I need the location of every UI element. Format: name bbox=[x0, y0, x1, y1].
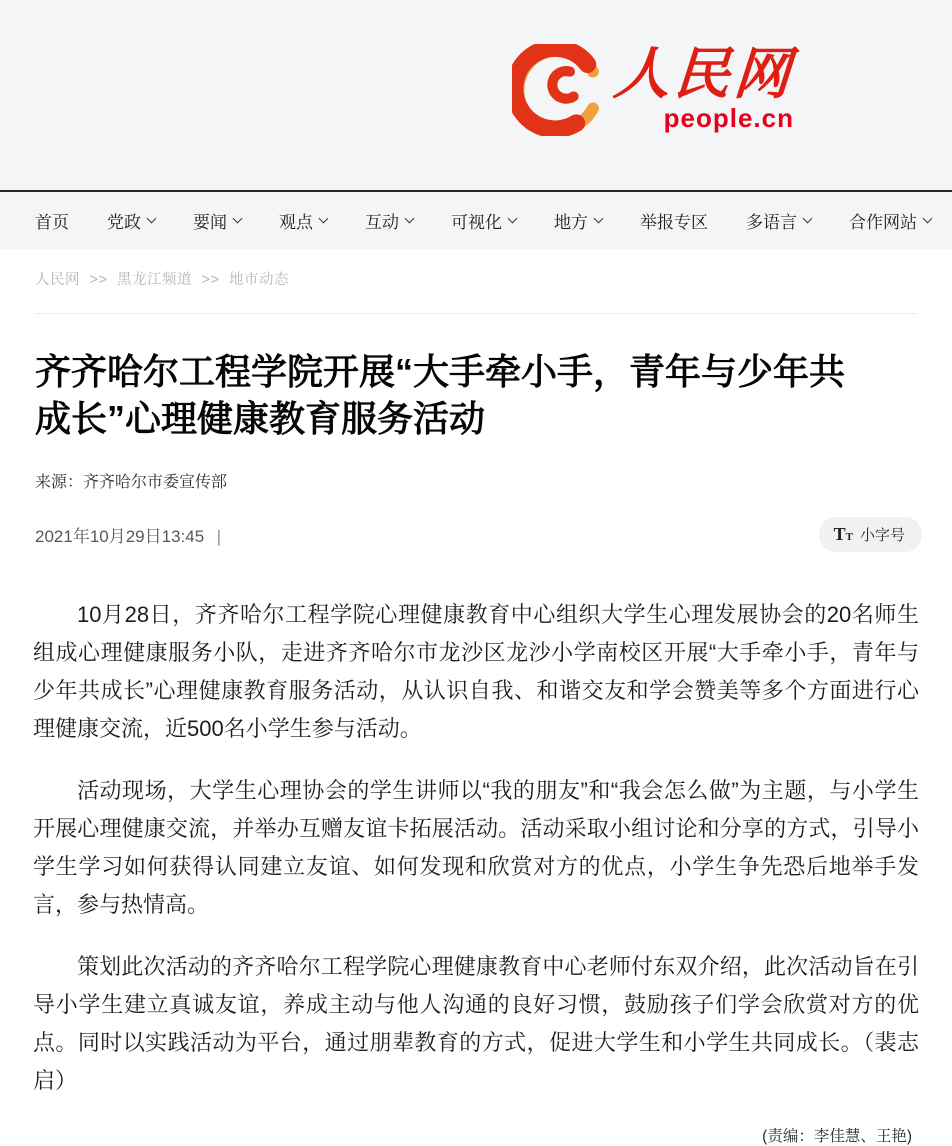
font-size-button-label: 小字号 bbox=[859, 527, 905, 544]
article-body bbox=[33, 596, 919, 1100]
breadcrumb-link-people[interactable]: 人民网 bbox=[35, 272, 80, 288]
article-paragraph: 策划此次活动的齐齐哈尔工程学院心理健康教育中心老师付东双介绍，此次活动旨在引导小学生建立真诚友谊，养成主动与他人沟通的良好习惯，鼓励孩子们学会欣赏对方的优点。同时以实践活动为平台，通过朋辈教育的方式，促进大学生和小学生共同成长。（裴志启） bbox=[33, 954, 919, 1093]
logo-english-text: people.cn bbox=[663, 103, 794, 133]
nav-item-top-news[interactable] bbox=[193, 208, 241, 233]
nav-item-label: 多语言 bbox=[746, 213, 797, 232]
nav-item-label: 要闻 bbox=[193, 213, 227, 232]
nav-item-local[interactable] bbox=[554, 208, 602, 233]
nav-item-label: 党政 bbox=[107, 213, 141, 232]
main-nav bbox=[0, 192, 952, 249]
chevron-down-icon bbox=[147, 214, 157, 224]
font-size-button[interactable] bbox=[819, 517, 922, 552]
article-paragraph: 10月28日，齐齐哈尔工程学院心理健康教育中心组织大学生心理发展协会的20名师生组成心理健康服务小队，走进齐齐哈尔市龙沙区龙沙小学南校区开展“大手牵小手，青年与少年共成长”心理健康教育服务活动，从认识自我、和谐交友和学会赞美等多个方面进行心理健康交流，近500名小学生参与活动。 bbox=[33, 602, 919, 741]
nav-item-label: 举报专区 bbox=[640, 213, 708, 232]
article-title: 齐齐哈尔工程学院开展“大手牵小手，青年与少年共成长”心理健康教育服务活动 bbox=[35, 351, 846, 439]
chevron-down-icon bbox=[594, 214, 604, 224]
chevron-down-icon bbox=[405, 214, 415, 224]
people-cn-logo[interactable] bbox=[512, 41, 797, 136]
nav-item-home[interactable] bbox=[35, 208, 69, 233]
article-source: 来源：齐齐哈尔市委宣传部 bbox=[35, 474, 228, 491]
nav-item-label: 可视化 bbox=[451, 213, 502, 232]
article-paragraph: 活动现场，大学生心理协会的学生讲师以“我的朋友”和“我会怎么做”为主题，与小学生开展心理健康交流，并举办互赠友谊卡拓展活动。活动采取小组讨论和分享的方式，引导小学生学习如何获得认同建立友谊、如何发现和欣赏对方的优点，小学生争先恐后地举手发言，参与热情高。 bbox=[33, 778, 919, 917]
chevron-down-icon bbox=[508, 214, 518, 224]
breadcrumb-link-heilongjiang-channel[interactable]: 黑龙江频道 bbox=[117, 272, 192, 288]
breadcrumb-separator: >> bbox=[201, 272, 220, 288]
nav-item-party-politics[interactable] bbox=[107, 208, 155, 233]
publish-datetime: 2021年10月29日13:45 bbox=[35, 527, 205, 546]
nav-item-label: 互动 bbox=[365, 213, 399, 232]
datetime-separator: | bbox=[216, 527, 222, 546]
font-size-icon: TT bbox=[833, 524, 853, 544]
nav-item-label: 地方 bbox=[554, 213, 588, 232]
chevron-down-icon bbox=[319, 214, 329, 224]
nav-item-visualization[interactable] bbox=[451, 208, 516, 233]
nav-item-opinions[interactable] bbox=[279, 208, 327, 233]
chevron-down-icon bbox=[803, 214, 813, 224]
breadcrumb-separator: >> bbox=[89, 272, 108, 288]
chevron-down-icon bbox=[233, 214, 243, 224]
content-divider bbox=[35, 313, 917, 314]
people-logo-ball-icon bbox=[512, 44, 604, 136]
nav-item-label: 观点 bbox=[279, 213, 313, 232]
logo-text-block bbox=[611, 41, 797, 133]
publish-date-block bbox=[35, 522, 221, 547]
nav-item-interaction[interactable] bbox=[365, 208, 413, 233]
nav-item-label: 合作网站 bbox=[849, 213, 917, 232]
logo-chinese-text: 人民网 bbox=[611, 41, 797, 107]
site-header bbox=[0, 0, 952, 192]
nav-item-label: 首页 bbox=[35, 213, 69, 232]
nav-item-multilingual[interactable] bbox=[746, 208, 811, 233]
breadcrumb bbox=[35, 268, 917, 289]
chevron-down-icon bbox=[923, 214, 933, 224]
nav-item-report-zone[interactable] bbox=[640, 208, 708, 233]
breadcrumb-link-city-news[interactable]: 地市动态 bbox=[229, 272, 289, 288]
article-meta-row bbox=[35, 517, 922, 552]
editor-credit: (责编：李佳慧、王艳) bbox=[762, 1128, 912, 1145]
nav-item-partner-sites[interactable] bbox=[849, 208, 931, 233]
